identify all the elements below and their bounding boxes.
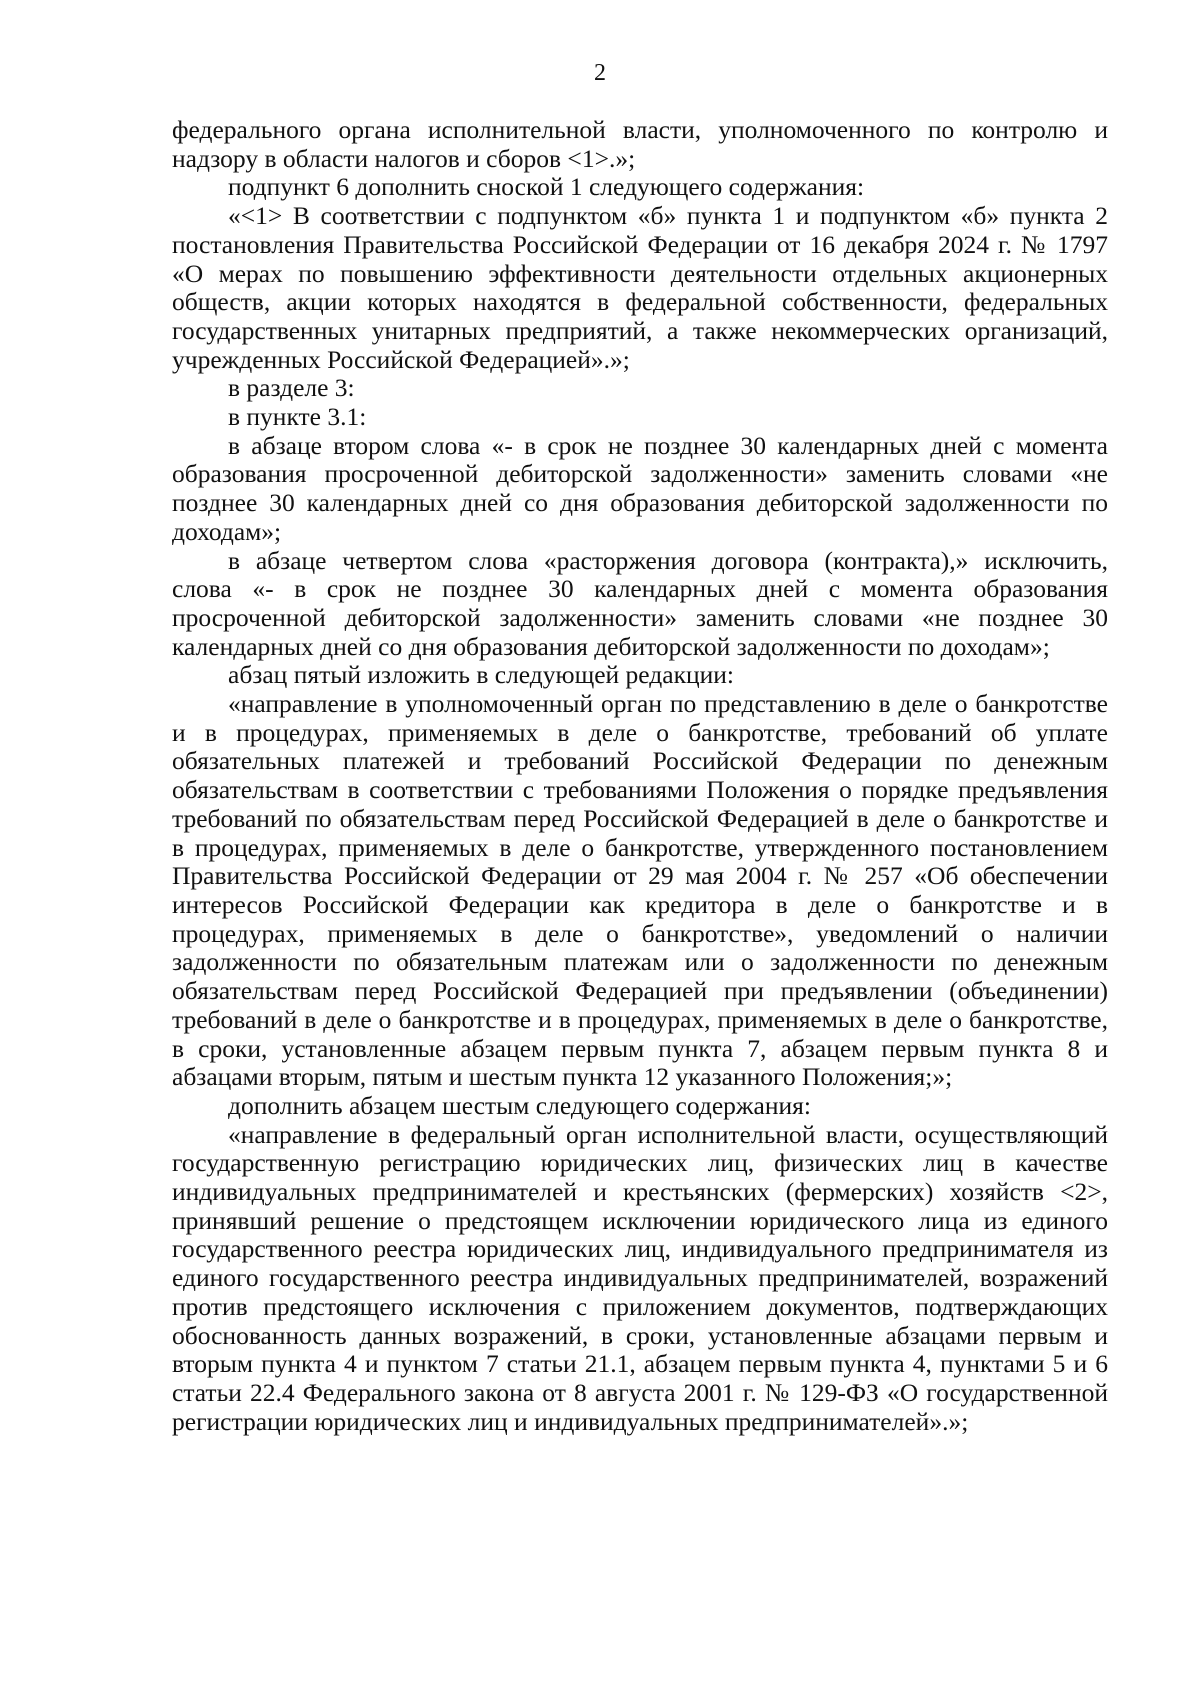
paragraph: федерального органа исполнительной власти, уполномоченного по контролю и надзору в области налогов и сборов <1>.»; xyxy=(172,115,1108,173)
paragraph: в разделе 3: xyxy=(228,373,355,403)
paragraph: абзац пятый изложить в следующей редакции: xyxy=(228,660,734,690)
paragraph: дополнить абзацем шестым следующего содержания: xyxy=(228,1090,811,1120)
paragraph: подпункт 6 дополнить сноской 1 следующего содержания: xyxy=(228,172,865,202)
paragraph: «направление в уполномоченный орган по представлению в деле о банкротстве и в процедурах, применяемых в деле о банкротстве, требований об уплате обязательных платежей и требований Российской Федерации по денежным обязательствам в соответствии с требованиями Положения о порядке предъявления требований по обязательствам перед Российской Федерацией в деле о банкротстве и в процедурах, применяемых в деле о банкротстве, утвержденного постановлением Правительства Российской Федерации от 29 мая 2004 г. № 257 «Об обеспечении интересов Российской Федерации как кредитора в деле о банкротстве и в процедурах, применяемых в деле о банкротстве», уведомлений о наличии задолженности по обязательным платежам или о задолженности по денежным обязательствам перед Российской Федерацией при предъявлении (объединении) требований в деле о банкротстве и в процедурах, применяемых в деле о банкротстве, в сроки, установленные абзацем первым пункта 7, абзацем первым пункта 8 и абзацами вторым, пятым и шестым пункта 12 указанного Положения;»; xyxy=(172,689,1108,1092)
paragraph: «направление в федеральный орган исполнительной власти, осуществляющий государственную регистрацию юридических лиц, физических лиц в качестве индивидуальных предпринимателей и крестьянских (фермерских) хозяйств <2>, принявший решение о предстоящем исключении юридического лица из единого государственного реестра юридических лиц, индивидуального предпринимателя из единого государственного реестра индивидуальных предпринимателей, возражений против предстоящего исключения с приложением документов, подтверждающих обоснованность данных возражений, в сроки, установленные абзацами первым и вторым пункта 4 и пунктом 7 статьи 21.1, абзацем первым пункта 4, пунктами 5 и 6 статьи 22.4 Федерального закона от 8 августа 2001 г. № 129-ФЗ «О государственной регистрации юридических лиц и индивидуальных предпринимателей».»; xyxy=(172,1119,1108,1436)
paragraph: «<1> В соответствии с подпунктом «б» пункта 1 и подпунктом «б» пункта 2 постановления Правительства Российской Федерации от 16 декабря 2024 г. № 1797 «О мерах по повышению эффективности деятельности отдельных акционерных обществ, акции которых находятся в федеральной собственности, федеральных государственных унитарных предприятий, а также некоммерческих организаций, учрежденных Российской Федерацией».»; xyxy=(172,201,1108,374)
paragraph: в абзаце втором слова «- в срок не позднее 30 календарных дней с момента образования просроченной дебиторской задолженности» заменить словами «не позднее 30 календарных дней со дня образования дебиторской задолженности по доходам»; xyxy=(172,430,1108,546)
paragraph: в абзаце четвертом слова «расторжения договора (контракта),» исключить, слова «- в срок не позднее 30 календарных дней с момента образования просроченной дебиторской задолженности» заменить словами «не позднее 30 календарных дней со дня образования дебиторской задолженности по доходам»; xyxy=(172,545,1108,661)
paragraph: в пункте 3.1: xyxy=(228,402,367,432)
document-body xyxy=(172,116,1108,1436)
page-number: 2 xyxy=(594,60,606,86)
